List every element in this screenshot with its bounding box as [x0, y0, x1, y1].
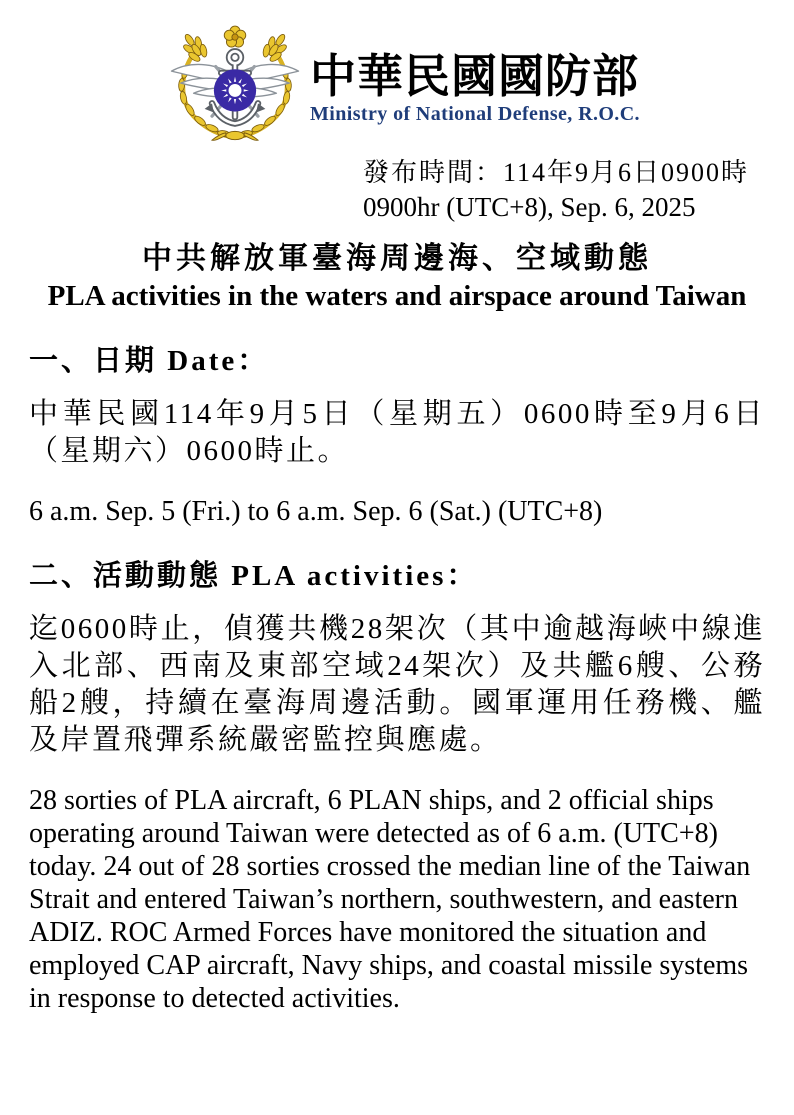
- publication-time-en: 0900hr (UTC+8), Sep. 6, 2025: [363, 192, 696, 222]
- masthead: [41, 24, 765, 144]
- section-date-heading: 一、日期 Date：: [29, 345, 270, 377]
- org-name-en: Ministry of National Defense, R.O.C.: [310, 103, 640, 126]
- publication-time: [29, 156, 765, 225]
- document-title-en: PLA activities in the waters and airspace around Taiwan: [47, 280, 747, 312]
- org-name-block: [310, 52, 640, 127]
- twelve-ray-sun-icon: [214, 69, 256, 111]
- date-paragraph-en: 6 a.m. Sep. 5 (Fri.) to 6 a.m. Sep. 6 (Sat.) (UTC+8): [29, 496, 603, 527]
- document-title: [29, 241, 765, 313]
- plum-blossom-icon: [224, 26, 246, 47]
- section-activities: [29, 558, 765, 1015]
- date-paragraph-zh: 中華民國114年9月5日（星期五）0600時至9月6日（星期六）0600時止。: [29, 398, 765, 467]
- publication-time-zh: 發布時間：114年9月6日0900時: [363, 158, 750, 187]
- org-name-zh: 中華民國國防部: [310, 50, 640, 102]
- mnd-emblem-icon: [166, 24, 304, 144]
- activities-paragraph-en: 28 sorties of PLA aircraft, 6 PLAN ships, and 2 official ships operating around Taiwan were detected as of 6 a.m. (UTC+8) today. 24 out of 28 sorties crossed the median line of the Taiwan Strait and entered Taiwan’s northern, southwestern, and eastern ADIZ. ROC Armed Forces have monitored the situation and employed CAP aircraft, Navy ships, and coastal missile systems in response to detected activities.: [29, 785, 751, 1014]
- mnd-emblem-logo: [166, 24, 304, 144]
- section-activities-heading: 二、活動動態 PLA activities：: [29, 560, 479, 592]
- activities-paragraph-zh: 迄0600時止，偵獲共機28架次（其中逾越海峽中線進入北部、西南及東部空域24架次）及共艦6艘、公務船2艘，持續在臺海周邊活動。國軍運用任務機、艦及岸置飛彈系統嚴密監控與應處。: [29, 613, 765, 756]
- wheat-ear-left: [177, 29, 212, 66]
- section-date: [29, 343, 765, 528]
- document-title-zh: 中共解放軍臺海周邊海、空域動態: [142, 242, 652, 275]
- wheat-ear-right: [258, 29, 293, 66]
